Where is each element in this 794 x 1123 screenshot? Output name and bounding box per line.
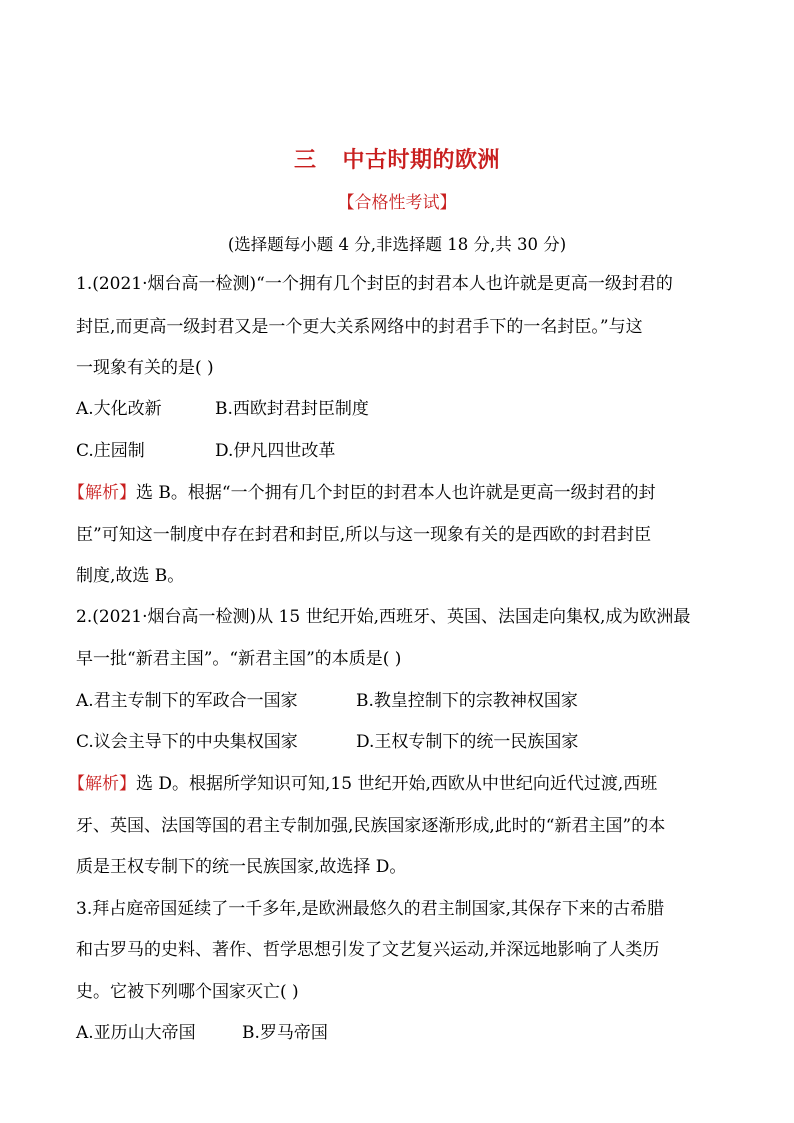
q1-option-c: C.庄园制 (76, 441, 145, 461)
q2-option-c: C.议会主导下的中央集权国家 (76, 732, 298, 752)
page-title (0, 143, 794, 174)
q2-option-a: A.君主专制下的军政合一国家 (76, 691, 298, 711)
q1-analysis-line-2: 臣”可知这一制度中存在封君和封臣,所以与这一现象有关的是西欧的封君封臣 (76, 525, 652, 545)
q3-stem-line-1: 3.拜占庭帝国延续了一千多年,是欧洲最悠久的君主制国家,其保存下来的古希腊 (76, 899, 665, 919)
q2-stem-line-2: 早一批“新君主国”。“新君主国”的本质是( ) (76, 649, 402, 669)
q1-option-b: B.西欧封君封臣制度 (215, 399, 369, 419)
q1-option-a: A.大化改新 (76, 399, 162, 419)
exam-type-label: 【合格性考试】 (337, 193, 457, 213)
q3-option-a: A.亚历山大帝国 (76, 1023, 196, 1043)
q2-stem-line-1: 2.(2021·烟台高一检测)从 15 世纪开始,西班牙、英国、法国走向集权,成为欧洲最 (76, 607, 691, 627)
analysis-tag: 【解析】 (68, 483, 136, 503)
scoring-note: (选择题每小题 4 分,非选择题 18 分,共 30 分) (227, 235, 567, 254)
q2-option-b: B.教皇控制下的宗教神权国家 (356, 691, 578, 711)
section-number: 三 (293, 148, 317, 173)
q1-analysis-text: 选 B。根据“一个拥有几个封臣的封君本人也许就是更高一级封君的封 (136, 483, 656, 503)
q1-analysis-line-1 (68, 482, 656, 504)
q1-stem-line-3: 一现象有关的是( ) (76, 358, 214, 378)
q2-analysis-text: 选 D。根据所学知识可知,15 世纪开始,西欧从中世纪向近代过渡,西班 (136, 774, 658, 794)
q1-stem-line-2: 封臣,而更高一级封君又是一个更大关系网络中的封君手下的一名封臣。”与这 (76, 317, 643, 337)
q1-option-d: D.伊凡四世改革 (215, 441, 336, 461)
q2-analysis-line-2: 牙、英国、法国等国的君主专制加强,民族国家逐渐形成,此时的“新君主国”的本 (76, 816, 666, 836)
section-title: 中古时期的欧洲 (342, 148, 501, 173)
q2-option-d: D.王权专制下的统一民族国家 (356, 732, 579, 752)
q2-analysis-line-1 (68, 773, 657, 795)
q3-stem-line-2: 和古罗马的史料、著作、哲学思想引发了文艺复兴运动,并深远地影响了人类历 (76, 940, 660, 960)
analysis-tag: 【解析】 (68, 774, 136, 794)
q1-stem-line-1: 1.(2021·烟台高一检测)“一个拥有几个封臣的封君本人也许就是更高一级封君的 (76, 274, 673, 294)
q2-analysis-line-3: 质是王权专制下的统一民族国家,故选择 D。 (76, 857, 407, 877)
q1-analysis-line-3: 制度,故选 B。 (76, 566, 185, 586)
q3-stem-line-3: 史。它被下列哪个国家灭亡( ) (76, 982, 299, 1002)
q3-option-b: B.罗马帝国 (242, 1023, 328, 1043)
